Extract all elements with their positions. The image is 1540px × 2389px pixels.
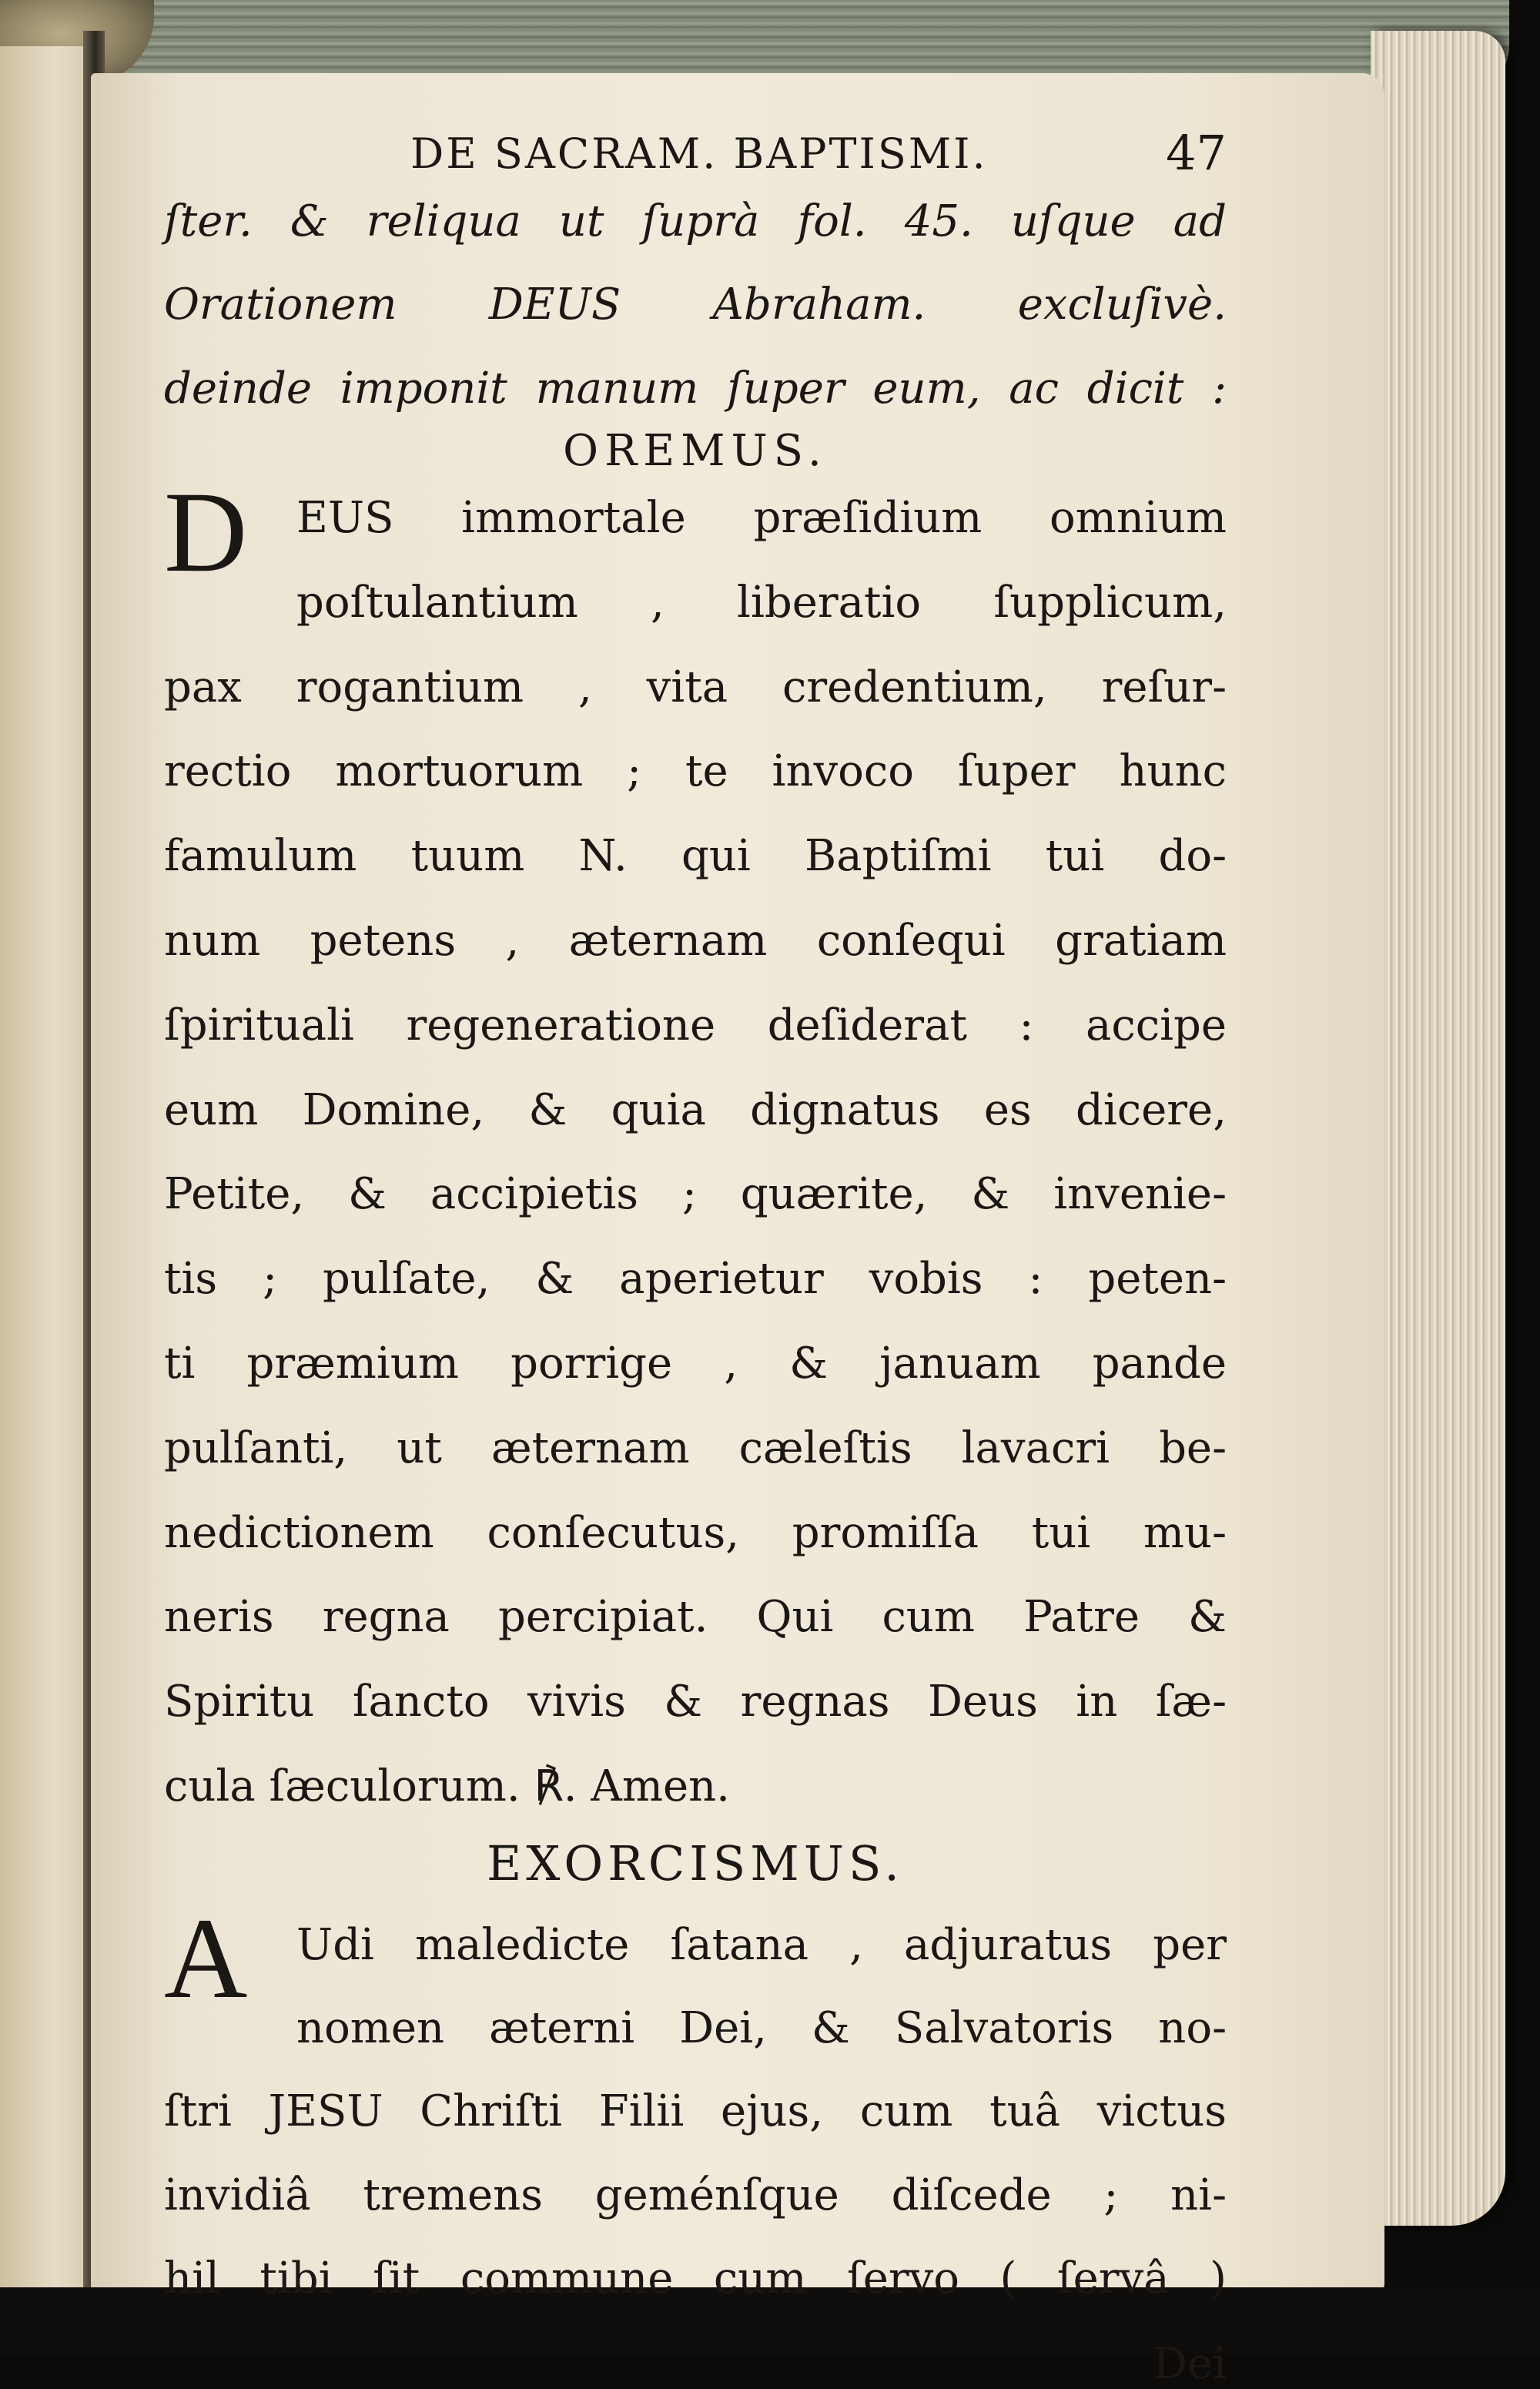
prayer-line: EUS immortale præſidium omnium (296, 493, 1227, 543)
exorcism-line: hil tibi ſit commune cum ſervo ( ſervâ ) (164, 2253, 1227, 2304)
left-facing-page (0, 46, 91, 2310)
exorcism-dropcap: A (164, 1895, 248, 2022)
prayer-line: Petite, & accipietis ; quærite, & invenie- (164, 1169, 1227, 1219)
prayer-line: Spiritu ſancto vivis & regnas Deus in ſæ- (164, 1677, 1227, 1727)
exorcism-line: Udi maledicte ſatana , adjuratus per (296, 1920, 1227, 1970)
prayer-line: rectio mortuorum ; te invoco ſuper hunc (164, 746, 1227, 796)
prayer-line: pulſanti, ut æternam cæleſtis lavacri be- (164, 1423, 1227, 1473)
prayer-line: neris regna percipiat. Qui cum Patre & (164, 1592, 1227, 1642)
rubric-line-1: ſter. & reliqua ut ſuprà fol. 45. uſque ad (164, 196, 1227, 246)
right-page-edges (1371, 31, 1505, 2226)
rubric-line-2: Orationem DEUS Abraham. excluſivè. (164, 280, 1227, 330)
prayer-line: num petens , æternam conſequi gratiam (164, 916, 1227, 966)
oremus-heading: OREMUS. (563, 426, 828, 476)
prayer-dropcap: D (164, 468, 248, 596)
prayer-line: famulum tuum N. qui Baptiſmi tui do- (164, 831, 1227, 881)
prayer-line: cula ſæculorum. ℟. Amen. (164, 1761, 730, 1811)
exorcism-line: nomen æterni Dei, & Salvatoris no- (296, 2003, 1227, 2053)
prayer-line: eum Domine, & quia dignatus es dicere, (164, 1085, 1227, 1135)
prayer-line: ſpirituali regeneratione deſiderat : accipe (164, 1000, 1227, 1050)
catchword: Dei (1153, 2339, 1227, 2389)
prayer-line: nedictionem conſecutus, promiſſa tui mu- (164, 1508, 1227, 1558)
exorcism-line: invidiâ tremens geménſque diſcede ; ni- (164, 2170, 1227, 2220)
page-header (164, 125, 1227, 191)
rubric-line-3: deinde imponit manum ſuper eum, ac dicit : (164, 364, 1227, 414)
running-head: DE SACRAM. BAPTISMI. (410, 129, 988, 178)
prayer-line: ti præmium porrige , & januam pande (164, 1339, 1227, 1389)
page-number: 47 (1166, 125, 1227, 181)
prayer-line: pax rogantium , vita credentium, reſur- (164, 662, 1227, 712)
prayer-line: tis ; pulſate, & aperietur vobis : peten- (164, 1254, 1227, 1304)
prayer-line: poſtulantium , liberatio ſupplicum, (296, 578, 1227, 628)
exorcismus-heading: EXORCISMUS. (487, 1835, 904, 1891)
exorcism-line: ſtri JESU Chriſti Filii ejus, cum tuâ victus (164, 2086, 1227, 2136)
